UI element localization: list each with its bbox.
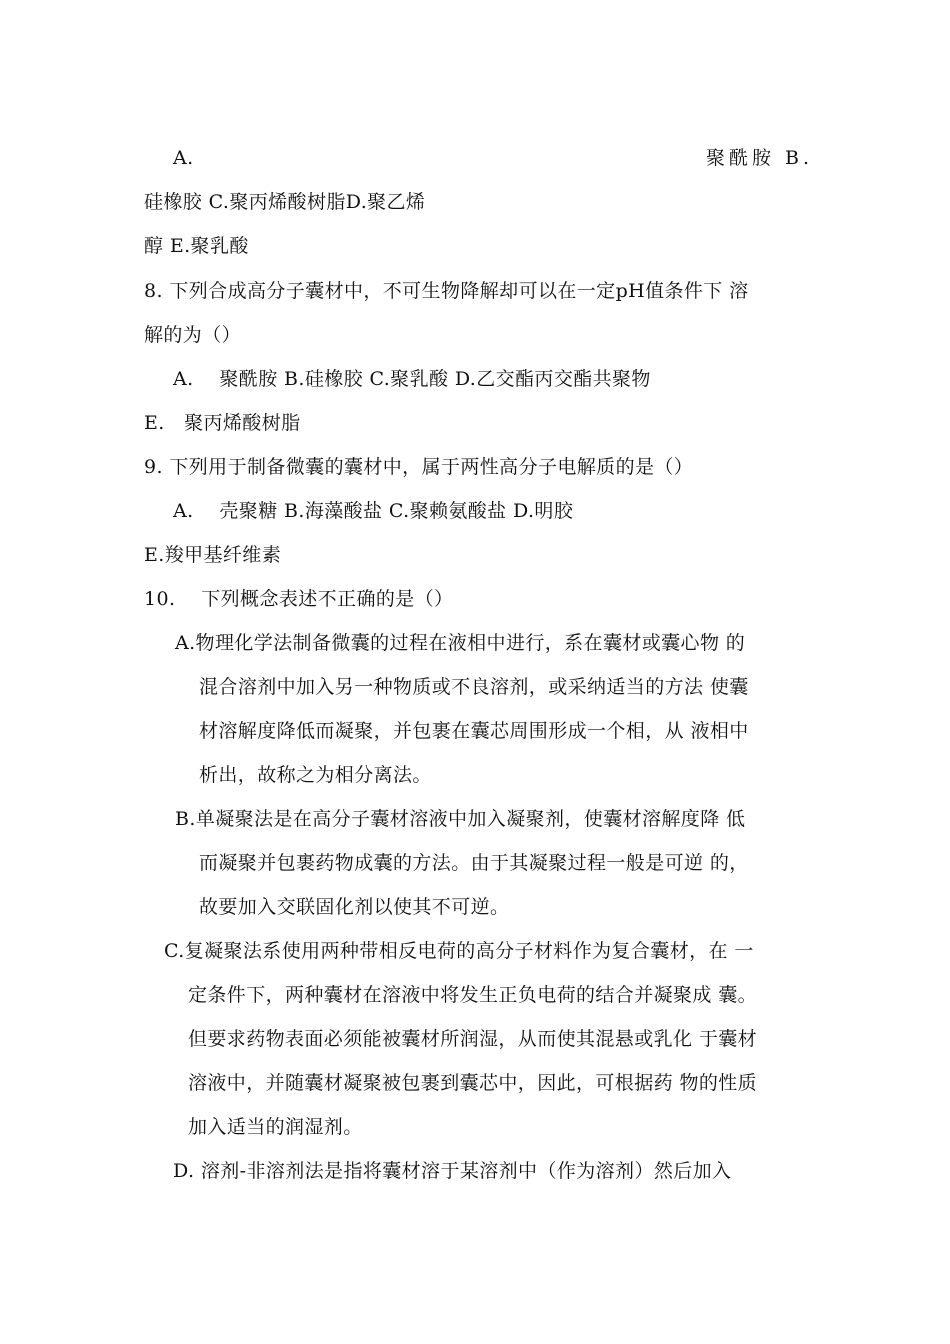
q9-question: 9. 下列用于制备微囊的囊材中，属于两性高分子电解质的是（） xyxy=(144,456,694,478)
q9-options: A. 壳聚糖 B.海藻酸盐 C.聚赖氨酸盐 D.明胶 xyxy=(173,500,574,522)
q10-option-b-line-1: B.单凝聚法是在高分子囊材溶液中加入凝聚剂，使囊材溶解度降 低 xyxy=(175,808,746,830)
q10-option-c-line-5: 加入适当的润湿剂。 xyxy=(188,1116,363,1138)
q10-option-c-line-3: 但要求药物表面必须能被囊材所润湿，从而使其混悬或乳化 于囊材 xyxy=(188,1028,758,1050)
q7-option-a-b-text: 聚酰胺 B. xyxy=(706,147,814,169)
q9-option-e: E.羧甲基纤维素 xyxy=(144,544,282,566)
q10-option-a-line-3: 材溶解度降低而凝聚，并包裹在囊芯周围形成一个相，从 液相中 xyxy=(199,720,749,742)
q10-option-d-line-1: D. 溶剂-非溶剂法是指将囊材溶于某溶剂中（作为溶剂）然后加入 xyxy=(173,1160,732,1182)
q10-option-c-line-4: 溶液中，并随囊材凝聚被包裹到囊芯中，因此，可根据药 物的性质 xyxy=(188,1072,758,1094)
q10-option-b-line-3: 故要加入交联固化剂以使其不可逆。 xyxy=(199,896,510,918)
q10-option-a-line-1: A.物理化学法制备微囊的过程在液相中进行，系在囊材或囊心物 的 xyxy=(175,632,746,654)
q10-option-c-line-1: C.复凝聚法系使用两种带相反电荷的高分子材料作为复合囊材，在 一 xyxy=(164,940,754,962)
q7-line-2: 硅橡胶 C.聚丙烯酸树脂D.聚乙烯 xyxy=(144,191,426,213)
q8-option-e: E. 聚丙烯酸树脂 xyxy=(144,412,301,434)
q7-line-3: 醇 E.聚乳酸 xyxy=(144,235,249,257)
q7-option-a-label: A. xyxy=(173,147,194,169)
q8-options: A. 聚酰胺 B.硅橡胶 C.聚乳酸 D.乙交酯丙交酯共聚物 xyxy=(173,368,651,390)
q10-option-a-line-4: 析出，故称之为相分离法。 xyxy=(199,764,432,786)
q10-option-a-line-2: 混合溶剂中加入另一种物质或不良溶剂，或采纳适当的方法 使囊 xyxy=(199,676,749,698)
q10-option-b-line-2: 而凝聚并包裹药物成囊的方法。由于其凝聚过程一般是可逆 的， xyxy=(199,852,749,874)
q8-question-line-2: 解的为（） xyxy=(144,324,242,346)
q10-option-c-line-2: 定条件下，两种囊材在溶液中将发生正负电荷的结合并凝聚成 囊。 xyxy=(188,984,758,1006)
q8-question-line-1: 8. 下列合成高分子囊材中，不可生物降解却可以在一定pH值条件下 溶 xyxy=(144,280,749,302)
q10-question: 10. 下列概念表述不正确的是（） xyxy=(144,588,454,610)
